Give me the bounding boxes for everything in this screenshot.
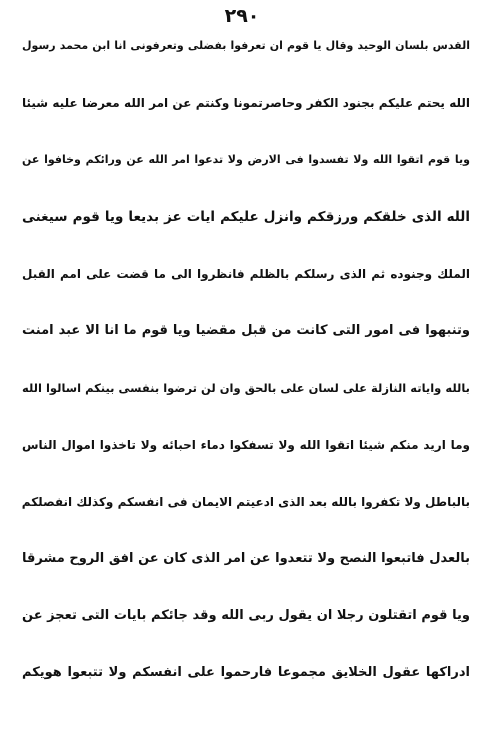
text-line-7: بالله واياته النازلة على لسان على بالحق وان لن ترضوا بنفسى بينكم اسالوا الله bbox=[22, 381, 470, 395]
text-line-3: ويا قوم اتقوا الله ولا تفسدوا فى الارض ولا تدعوا امر الله عن ورائكم وخافوا عن bbox=[22, 153, 470, 166]
text-line-4: الله الذى خلقكم ورزقكم وانزل عليكم ايات عز بديعا ويا قوم سيغنى bbox=[22, 209, 470, 225]
text-line-5: الملك وجنوده ثم الذى رسلكم بالظلم فانظروا الى ما قضت على امم القبل bbox=[22, 267, 470, 281]
arabic-body-text bbox=[22, 28, 470, 728]
text-line-1: القدس بلسان الوحيد وقال يا قوم ان تعرفوا بفضلى وتعرفونى انا ابن محمد رسول bbox=[22, 39, 470, 52]
text-line-11: ويا قوم اتقتلون رجلا ان يقول ربى الله وقد جائكم بايات التى تعجز عن bbox=[22, 608, 470, 623]
page-number: ٢٩٠ bbox=[224, 5, 260, 27]
text-line-8: وما اريد منكم شيئا اتقوا الله ولا تسفكوا دماء احبائه ولا تاخذوا اموال الناس bbox=[22, 438, 470, 452]
text-line-12: ادراكها عقول الخلايق مجموعا فارحموا على انفسكم ولا تتبعوا هويكم bbox=[22, 665, 470, 680]
text-line-2: الله يحتم عليكم بجنود الكفر وحاصرتمونا وكنتم عن امر الله معرضا عليه شيئا bbox=[22, 96, 470, 110]
text-line-9: بالباطل ولا تكفروا بالله بعد الذى ادعيتم الايمان فى انفسكم وكذلك انفصلكم bbox=[22, 495, 470, 509]
text-line-6: وتنبهوا فى امور التى كانت من قبل مقضيا ويا قوم ما انا الا عبد امنت bbox=[22, 323, 470, 338]
text-line-10: بالعدل فاتبعوا النصح ولا تتعدوا عن امر الذى كان عن افق الروح مشرقا bbox=[22, 551, 470, 566]
